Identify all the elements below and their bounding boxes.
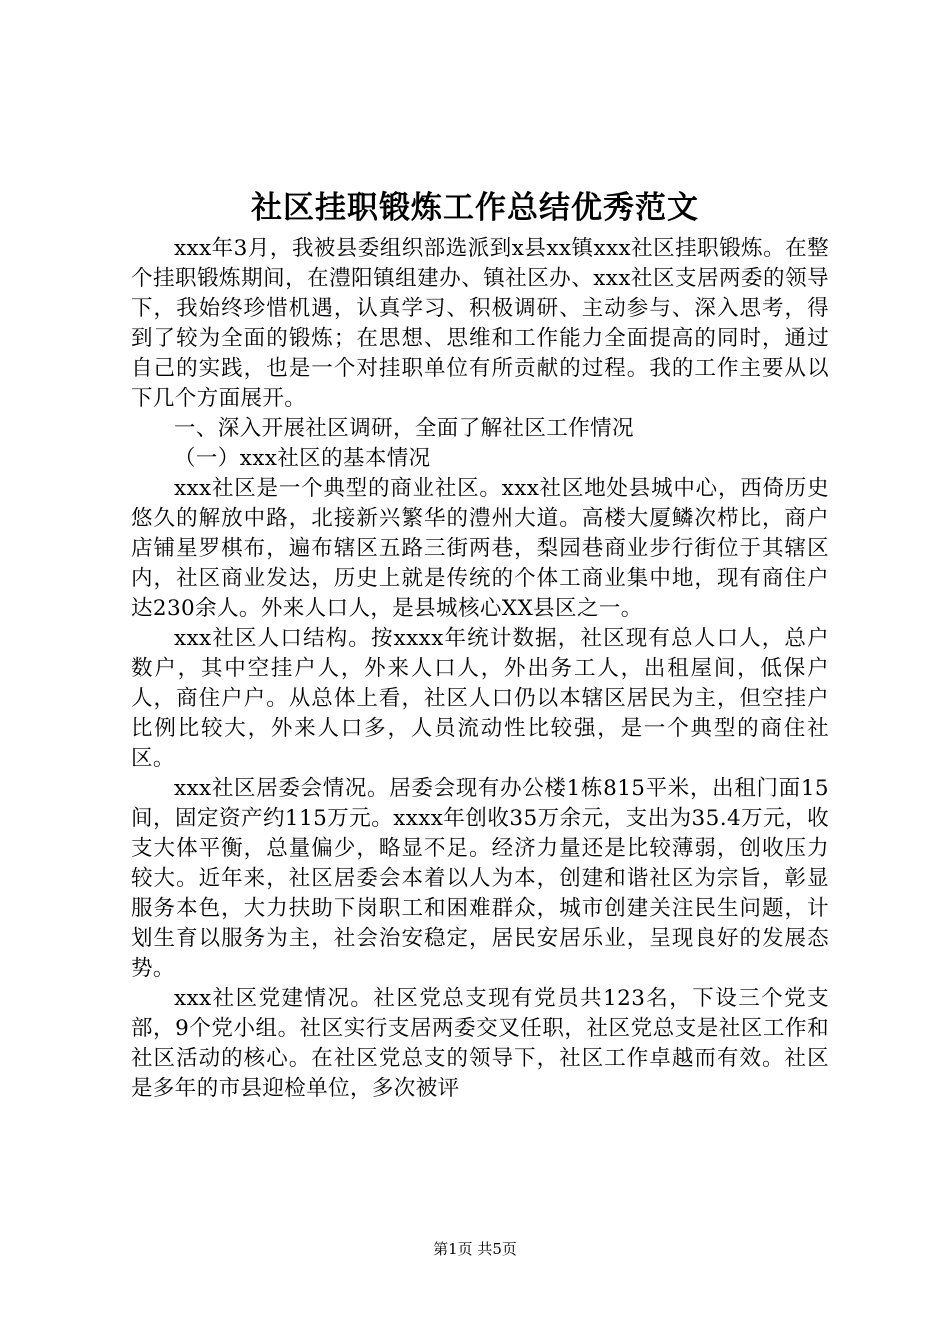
section-heading: 一、深入开展社区调研，全面了解社区工作情况 bbox=[174, 416, 634, 441]
page-footer: 第1页 共5页 bbox=[433, 1240, 517, 1258]
paragraph-party-building: xxx社区党建情况。社区党总支现有党员共123名，下设三个党支部，9个党小组。社区实行支居两委交叉任职，社区党总支是社区工作和社区活动的核心。在社区党总支的领导下，社区工作卓越而有效。社区是多年的市县迎检单位，多次被评 bbox=[131, 986, 829, 1101]
document-title: 社区挂职锻炼工作总结优秀范文 bbox=[251, 190, 699, 226]
subsection-heading: （一）xxx社区的基本情况 bbox=[174, 446, 431, 471]
paragraph-residents-committee: xxx社区居委会情况。居委会现有办公楼1栋815平米，出租门面15间，固定资产约115万元。xxxx年创收35万余元，支出为35.4万元，收支大体平衡，总量偏少，略显不足。经济力量还是比较薄弱，创收压力较大。近年来，社区居委会本着以人为本，创建和谐社区为宗旨，彰显服务本色，大力扶助下岗职工和困难群众，城市创建关注民生问题，计划生育以服务为主，社会治安稳定，居民安居乐业，呈现良好的发展态势。 bbox=[131, 776, 829, 981]
document-body bbox=[131, 234, 829, 1104]
paragraph-intro: xxx年3月，我被县委组织部选派到x县xx镇xxx社区挂职锻炼。在整个挂职锻炼期间，在澧阳镇组建办、镇社区办、xxx社区支居两委的领导下，我始终珍惜机遇，认真学习、积极调研、主动参与、深入思考，得到了较为全面的锻炼；在思想、思维和工作能力全面提高的同时，通过自己的实践，也是一个对挂职单位有所贡献的过程。我的工作主要从以下几个方面展开。 bbox=[131, 236, 829, 411]
paragraph-community-overview: xxx社区是一个典型的商业社区。xxx社区地处县城中心，西倚历史悠久的解放中路，北接新兴繁华的澧州大道。高楼大厦鳞次栉比，商户店铺星罗棋布，遍布辖区五路三街两巷，梨园巷商业步行街位于其辖区内，社区商业发达，历史上就是传统的个体工商业集中地，现有商住户达230余人。外来人口人，是县城核心XX县区之一。 bbox=[131, 476, 829, 621]
paragraph-population: xxx社区人口结构。按xxxx年统计数据，社区现有总人口人，总户数户，其中空挂户人，外来人口人，外出务工人，出租屋间，低保户人，商住户户。从总体上看，社区人口仍以本辖区居民为主，但空挂户比例比较大，外来人口多，人员流动性比较强，是一个典型的商住社区。 bbox=[131, 626, 829, 771]
